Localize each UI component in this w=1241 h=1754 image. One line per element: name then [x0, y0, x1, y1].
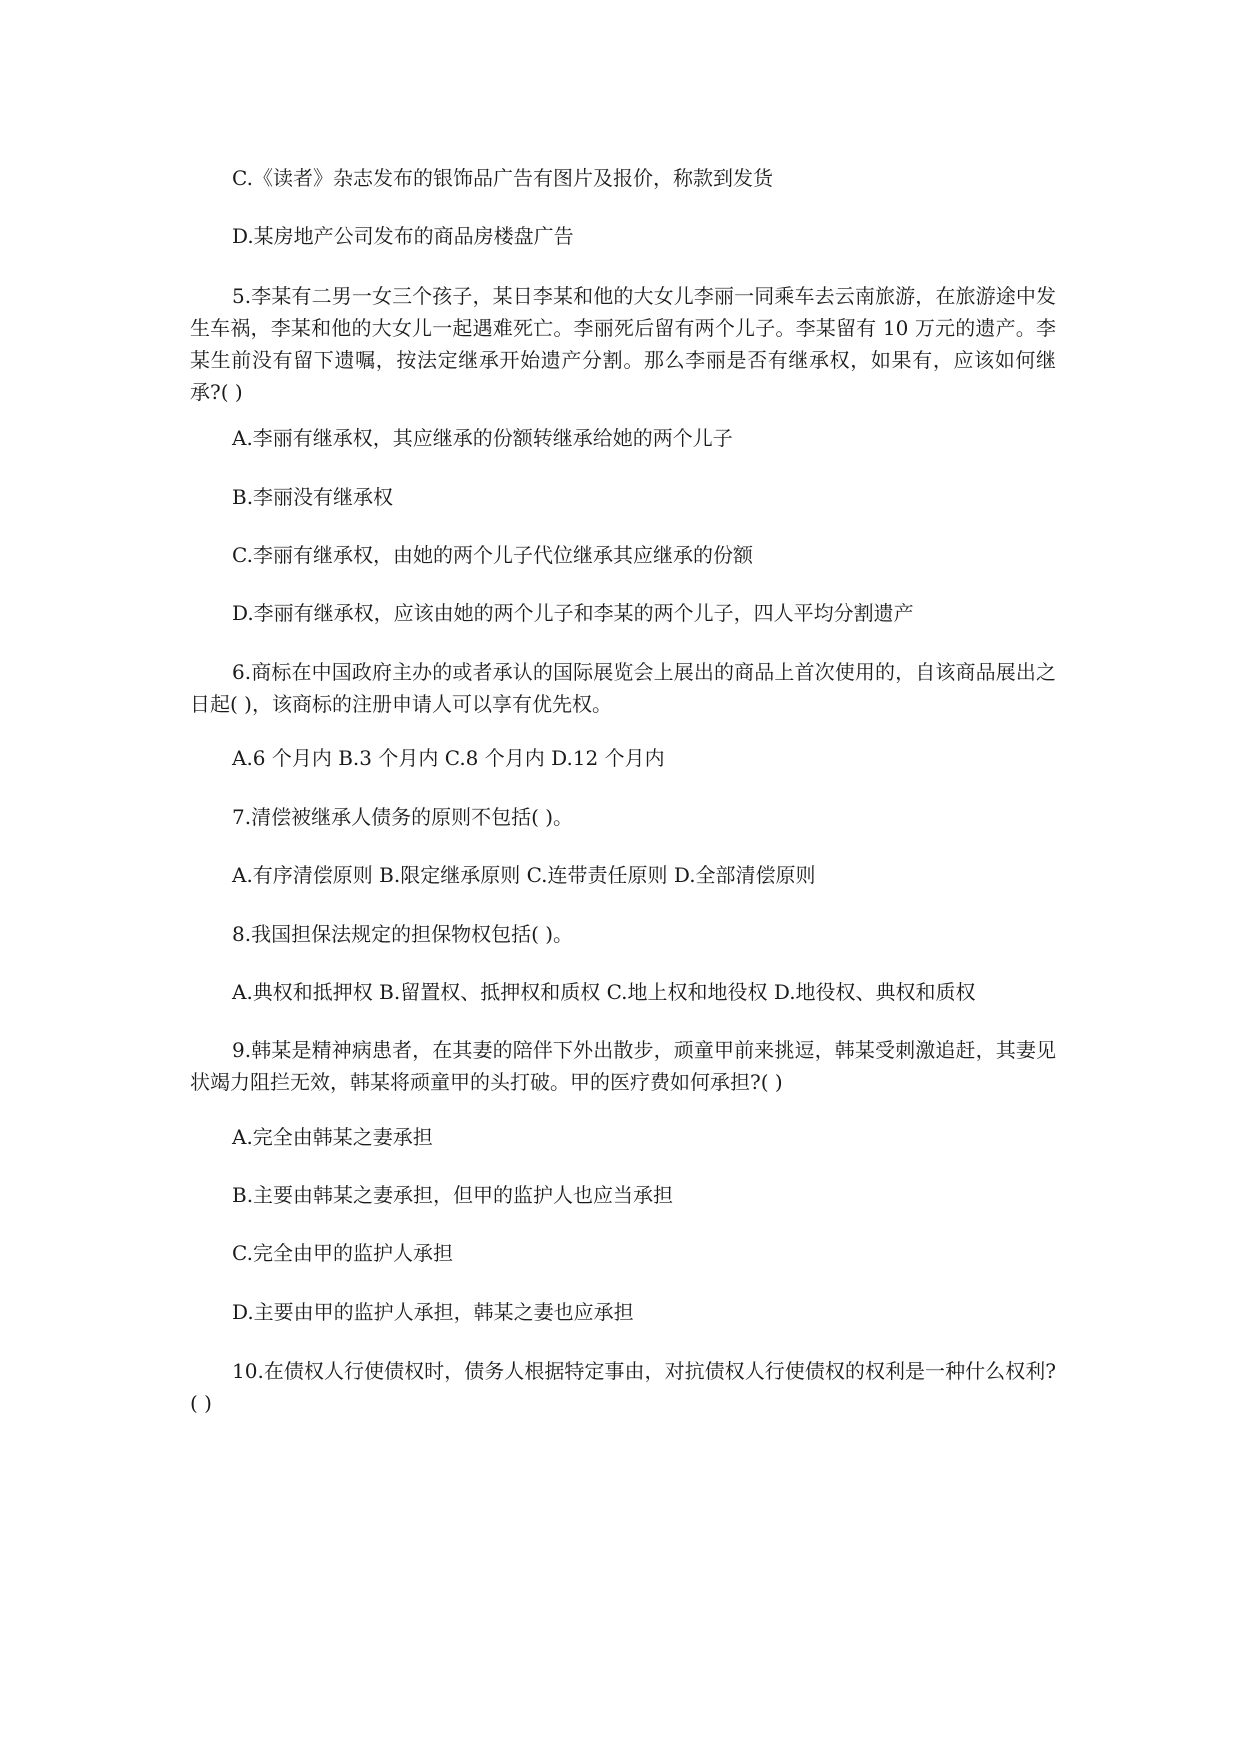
q9-option-b: B.主要由韩某之妻承担，但甲的监护人也应当承担: [232, 1183, 674, 1207]
q4-option-d: D.某房地产公司发布的商品房楼盘广告: [232, 224, 574, 248]
q4-option-c: C.《读者》杂志发布的银饰品广告有图片及报价，称款到发货: [232, 166, 773, 190]
q9-option-a: A.完全由韩某之妻承担: [232, 1125, 433, 1149]
question-8: 8.我国担保法规定的担保物权包括( )。: [232, 922, 574, 946]
question-7: 7.清偿被继承人债务的原则不包括( )。: [232, 805, 574, 829]
q8-options: A.典权和抵押权 B.留置权、抵押权和质权 C.地上权和地役权 D.地役权、典权和质权: [232, 980, 976, 1004]
q5-option-c: C.李丽有继承权，由她的两个儿子代位继承其应继承的份额: [232, 543, 753, 567]
q5-option-a: A.李丽有继承权，其应继承的份额转继承给她的两个儿子: [232, 426, 733, 450]
q9-option-c: C.完全由甲的监护人承担: [232, 1241, 453, 1265]
q6-options: A.6 个月内 B.3 个月内 C.8 个月内 D.12 个月内: [232, 746, 665, 770]
question-6: 6.商标在中国政府主办的或者承认的国际展览会上展出的商品上首次使用的，自该商品展出之日起( )，该商标的注册申请人可以享有优先权。: [190, 660, 1056, 716]
question-9: 9.韩某是精神病患者，在其妻的陪伴下外出散步，顽童甲前来挑逗，韩某受刺激追赶，其妻见状竭力阻拦无效，韩某将顽童甲的头打破。甲的医疗费如何承担?( ): [190, 1038, 1056, 1094]
q5-option-d: D.李丽有继承权，应该由她的两个儿子和李某的两个儿子，四人平均分割遗产: [232, 601, 914, 625]
q9-option-d: D.主要由甲的监护人承担，韩某之妻也应承担: [232, 1300, 634, 1324]
q7-options: A.有序清偿原则 B.限定继承原则 C.连带责任原则 D.全部清偿原则: [232, 863, 816, 887]
question-10: 10.在债权人行使债权时，债务人根据特定事由，对抗债权人行使债权的权利是一种什么权利?( ): [190, 1359, 1056, 1415]
q5-option-b: B.李丽没有继承权: [232, 485, 394, 509]
question-5: 5.李某有二男一女三个孩子，某日李某和他的大女儿李丽一同乘车去云南旅游，在旅游途中发生车祸，李某和他的大女儿一起遇难死亡。李丽死后留有两个儿子。李某留有 10 万元的遗产。李某生前没有留下遗嘱，按法定继承开始遗产分割。那么李丽是否有继承权，如果有，应该如何继承?( ): [190, 284, 1056, 404]
